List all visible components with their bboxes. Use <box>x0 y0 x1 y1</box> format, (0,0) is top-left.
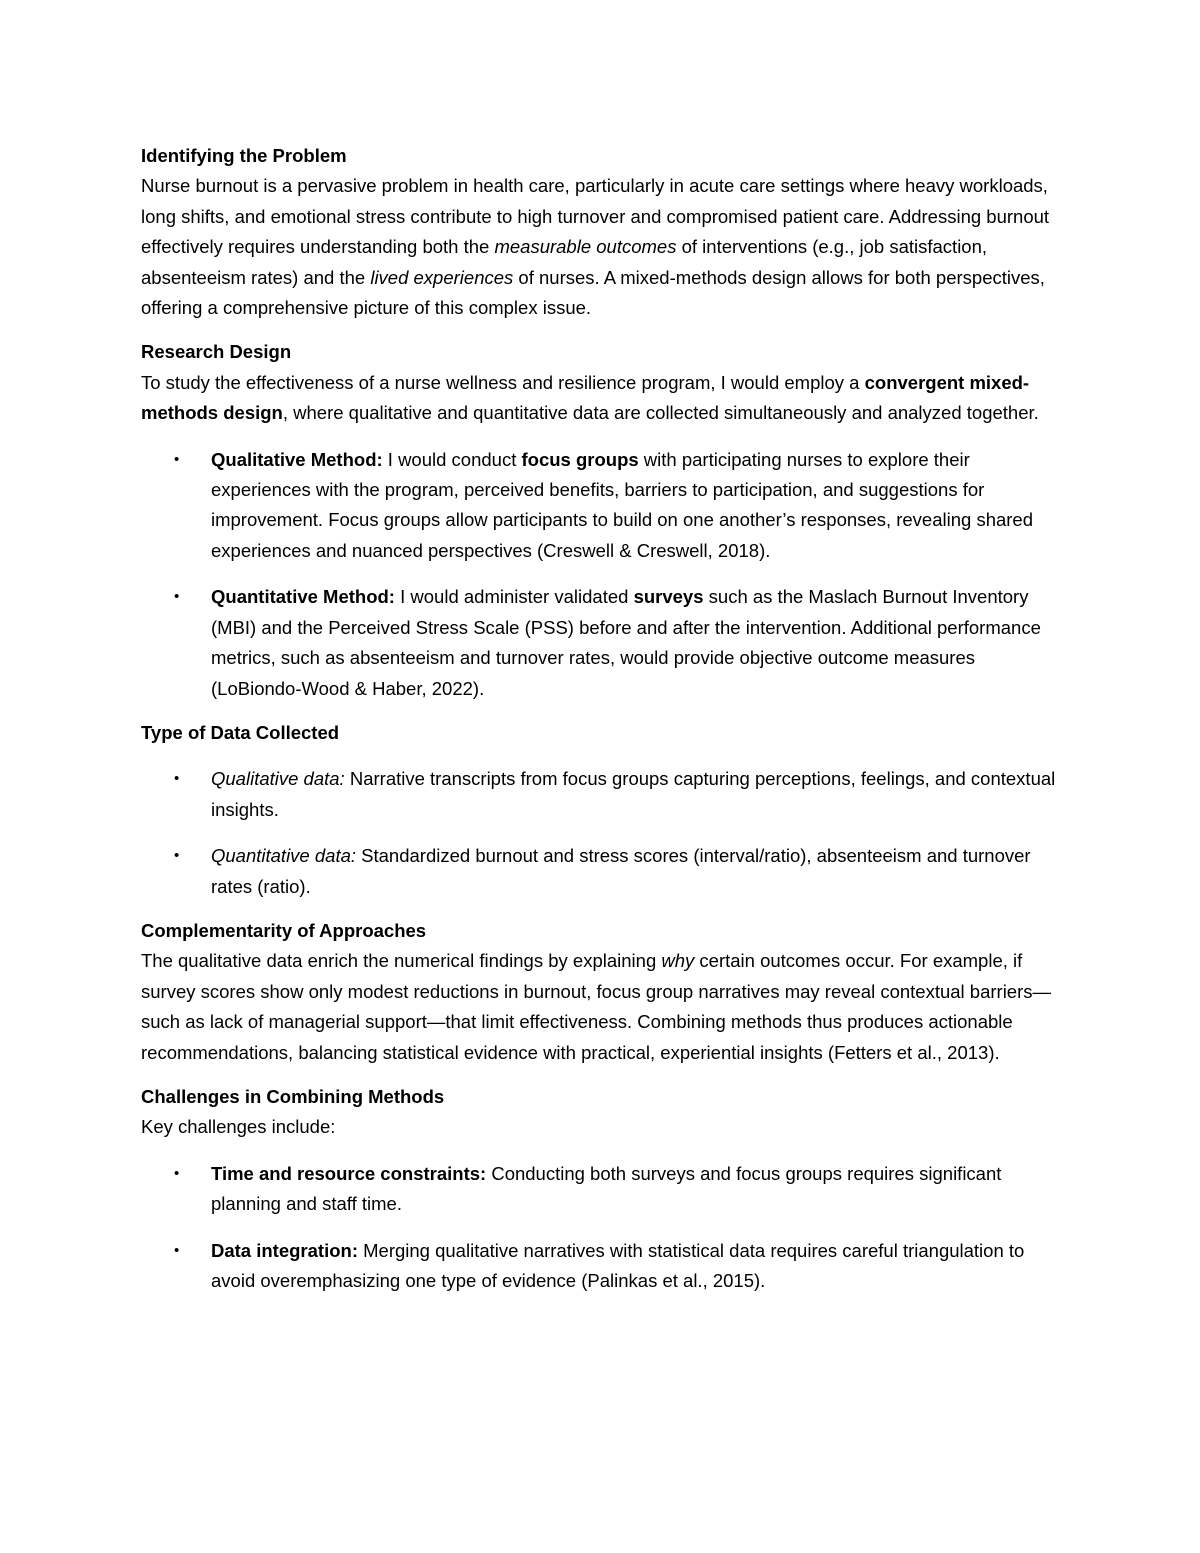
data-bullet-list <box>141 764 1056 902</box>
complement-text-2: certain outcomes occur. For example, if survey scores show only modest reductions in burnout, focus group narratives may reveal contextual barriers—such as lack of managerial support—that limit effectiveness. Combining methods thus produces actionable recommendations, balancing statistical evidence with practical, experiential insights (Fetters et al., 2013). <box>141 950 1052 1063</box>
heading-research-design: Research Design <box>141 341 292 363</box>
list-item-quantitative-method <box>141 582 1056 704</box>
list-item-time-resource <box>141 1159 1056 1220</box>
complement-emphasis: why <box>661 950 695 972</box>
label-time-resource: Time and resource constraints: <box>211 1162 487 1184</box>
label-qualitative-data: Qualitative data: <box>211 768 345 790</box>
bullet-icon: • <box>174 450 180 468</box>
label-quantitative-data: Quantitative data: <box>211 845 357 867</box>
heading-identifying-problem: Identifying the Problem <box>141 145 347 166</box>
time-resource-text: Conducting both surveys and focus groups requires significant planning and staff time. <box>211 1162 1002 1215</box>
section-complementarity <box>141 916 1056 1068</box>
design-strong-1: convergent mixed-methods design <box>141 371 1030 424</box>
bullet-icon: • <box>174 1241 180 1259</box>
heading-data-collected: Type of Data Collected <box>141 721 340 743</box>
label-data-integration: Data integration: <box>211 1239 358 1261</box>
bullet-icon: • <box>174 588 180 606</box>
paragraph-design <box>141 368 1056 429</box>
bullet-icon: • <box>174 770 180 788</box>
label-quantitative-method: Quantitative Method: <box>211 586 395 608</box>
paragraph-complementarity <box>141 946 1056 1068</box>
document-page <box>141 141 1056 1310</box>
problem-emphasis-2: lived experiences <box>370 266 514 288</box>
bullet-icon: • <box>174 847 180 865</box>
qualitative-text-1: I would conduct <box>382 448 522 470</box>
quantitative-data-text: Standardized burnout and stress scores (interval/ratio), absenteeism and turnover rates (ratio). <box>211 845 1031 897</box>
complement-text-1: The qualitative data enrich the numerical findings by explaining <box>141 950 662 972</box>
heading-challenges: Challenges in Combining Methods <box>141 1085 445 1107</box>
heading-complementarity: Complementarity of Approaches <box>141 919 427 941</box>
qualitative-text-2: with participating nurses to explore their experiences with the program, perceived benefits, barriers to participation, and suggestions for improvement. Focus groups allow participants to build on one another’s responses, revealing shared experiences and nuanced perspectives (Creswell & Creswell, 2018). <box>211 448 1034 561</box>
quantitative-text-2: such as the Maslach Burnout Inventory (MBI) and the Perceived Stress Scale (PSS) before and after the intervention. Additional performance metrics, such as absenteeism and turnover rates, would provide objective outcome measures (LoBiondo-Wood & Haber, 2022). <box>211 586 1041 699</box>
list-item-quantitative-data <box>141 841 1056 902</box>
section-research-design <box>141 337 1056 703</box>
label-qualitative-method: Qualitative Method: <box>211 448 383 470</box>
bullet-icon: • <box>174 1164 180 1182</box>
problem-text-1: Nurse burnout is a pervasive problem in health care, particularly in acute care settings where heavy workloads, long shifts, and emotional stress contribute to high turnover and compromised patient care. Addressing burnout effectively requires understanding both the <box>141 175 1050 258</box>
paragraph-challenges-intro: Key challenges include: <box>141 1116 336 1138</box>
section-data-collected <box>141 718 1056 902</box>
design-text-1: To study the effectiveness of a nurse wellness and resilience program, I would employ a <box>141 371 865 393</box>
problem-text-3: of nurses. A mixed-methods design allows for both perspectives, offering a comprehensive picture of this complex issue. <box>141 266 1045 319</box>
paragraph-problem <box>141 171 1056 323</box>
quantitative-text-1: I would administer validated <box>394 586 634 608</box>
problem-text-2: of interventions (e.g., job satisfaction, absenteeism rates) and the <box>141 236 988 288</box>
qualitative-data-text: Narrative transcripts from focus groups capturing perceptions, feelings, and contextual insights. <box>211 768 1056 820</box>
challenges-bullet-list <box>141 1159 1056 1297</box>
section-identifying-problem <box>141 141 1056 323</box>
list-item-qualitative-data <box>141 764 1056 825</box>
section-challenges <box>141 1082 1056 1296</box>
quantitative-strong: surveys <box>633 586 704 608</box>
list-item-data-integration <box>141 1236 1056 1297</box>
data-integration-text: Merging qualitative narratives with statistical data requires careful triangulation to avoid overemphasizing one type of evidence (Palinkas et al., 2015). <box>211 1239 1025 1291</box>
list-item-qualitative-method <box>141 445 1056 567</box>
qualitative-strong: focus groups <box>521 448 639 470</box>
design-bullet-list <box>141 445 1056 704</box>
design-text-2: , where qualitative and quantitative data are collected simultaneously and analyzed together. <box>282 402 1039 424</box>
problem-emphasis-1: measurable outcomes <box>494 236 677 258</box>
